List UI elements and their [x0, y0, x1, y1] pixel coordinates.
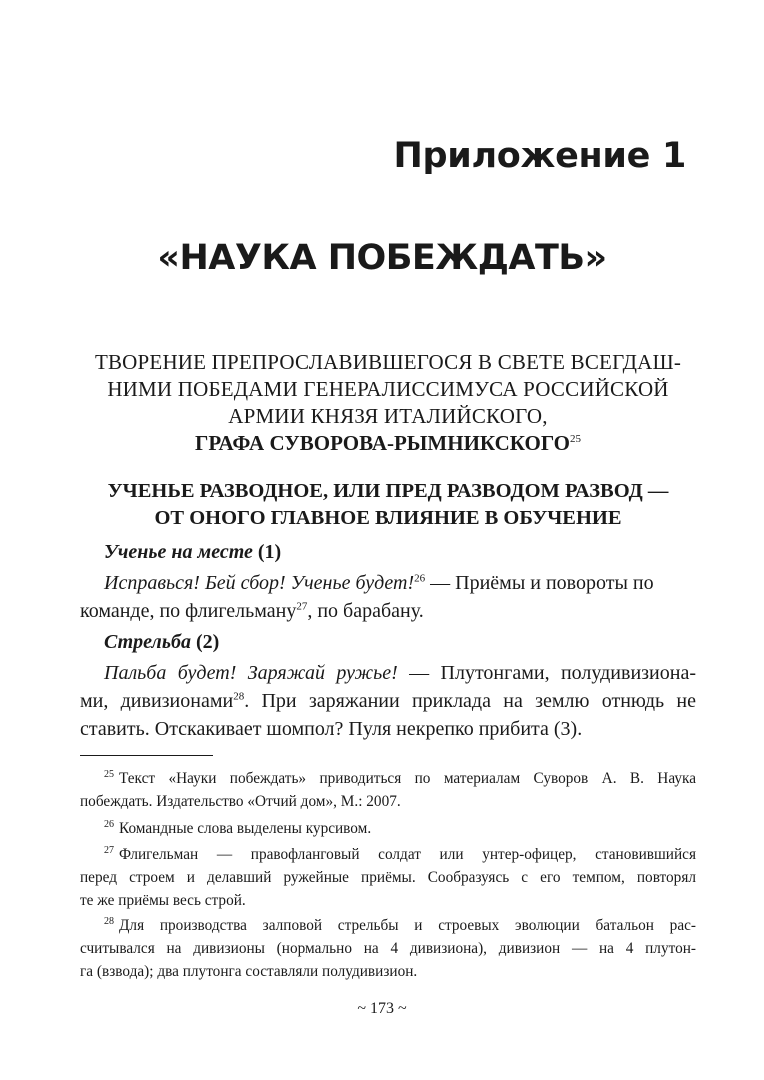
footnote-separator	[80, 755, 213, 756]
paragraph-heading-1-italic: Ученье на месте	[104, 541, 253, 563]
paragraph-body-2	[80, 659, 696, 743]
subtitle-line-4	[80, 430, 696, 457]
section-heading-line-1: УЧЕНЬЕ РАЗВОДНОЕ, ИЛИ ПРЕД РАЗВОДОМ РАЗВОД —	[107, 480, 669, 502]
paragraph-heading-1-num: (1)	[257, 541, 282, 563]
footnote-25-number: 25	[104, 768, 114, 780]
footnote-26-number: 26	[104, 818, 114, 830]
paragraph-1-line-1-rest: — Приёмы и повороты по	[425, 572, 654, 594]
footnote-27-number: 27	[104, 844, 114, 856]
footnote-25-line-1	[80, 767, 696, 790]
footnote-28-line-3: га (взвода); два плутонга составляли полудивизион.	[80, 963, 418, 980]
paragraph-heading-2-num: (2)	[195, 631, 220, 653]
footnote-27-line-3: те же приёмы весь строй.	[80, 892, 246, 909]
footnote-25-line-1-text: Текст «Науки побеждать» приводиться по материалам Суворов А. В. Наука	[119, 770, 696, 787]
footnote-28-line-1-text: Для производства залповой стрельбы и строевых эволюции батальон рас-	[119, 917, 696, 934]
paragraph-1-line-2	[80, 597, 696, 625]
footnote-28-number: 28	[104, 915, 114, 927]
paragraph-heading-2	[104, 631, 219, 654]
subtitle	[80, 349, 696, 457]
footnote-27-line-1	[80, 843, 696, 866]
appendix-title: Приложение 1	[393, 136, 686, 176]
command-words-1: Исправься! Бей сбор! Ученье будет!	[104, 572, 415, 594]
main-title: «НАУКА ПОБЕЖДАТЬ»	[157, 238, 607, 278]
footnote-25-line-2: побеждать. Издательство «Отчий дом», М.: 2007.	[80, 793, 401, 810]
footnote-27	[80, 843, 696, 912]
paragraph-heading-1	[104, 541, 281, 564]
paragraph-2-line-1	[80, 659, 696, 687]
page-number: ~ 173 ~	[357, 1000, 407, 1017]
paragraph-1-line-2-b: , по барабану.	[307, 600, 424, 622]
footnote-28-line-2: считывался на дивизионы (нормально на 4 дивизиона), дивизион — на 4 плутон-	[80, 940, 696, 957]
paragraph-2-line-2-b: . При заряжании приклада на землю отнюдь не	[244, 690, 696, 712]
footnote-28-line-1	[80, 914, 696, 937]
footnote-ref-27: 27	[296, 600, 308, 613]
footnote-26	[80, 817, 696, 840]
footnote-27-line-2: перед строем и делавший ружейные приёмы. Сообразуясь с его темпом, повторял	[80, 869, 696, 886]
paragraph-2-line-2	[80, 687, 696, 715]
paragraph-1-line-2-a: команде, по флигельману	[80, 600, 297, 622]
footnote-26-line-1	[80, 817, 696, 840]
subtitle-line-2: НИМИ ПОБЕДАМИ ГЕНЕРАЛИССИМУСА РОССИЙСКОЙ	[107, 377, 669, 401]
footnote-25	[80, 767, 696, 813]
section-heading-line-2: ОТ ОНОГО ГЛАВНОЕ ВЛИЯНИЕ В ОБУЧЕНИЕ	[154, 507, 622, 529]
footnote-ref-26: 26	[414, 572, 426, 585]
paragraph-2-line-3: ставить. Отскакивает шомпол? Пуля некрепко прибита (3).	[80, 718, 583, 740]
paragraph-2-line-1-rest: — Плутонгами, полудивизиона-	[397, 662, 696, 684]
footnote-28	[80, 914, 696, 983]
subtitle-line-1: ТВОРЕНИЕ ПРЕПРОСЛАВИВШЕГОСЯ В СВЕТЕ ВСЕГДАШ-	[94, 350, 682, 374]
subtitle-line-3: АРМИИ КНЯЗЯ ИТАЛИЙСКОГО,	[228, 404, 548, 428]
footnote-27-line-1-text: Флигельман — правофланговый солдат или унтер-офицер, становившийся	[119, 846, 696, 863]
footnote-ref-28: 28	[233, 690, 245, 703]
paragraph-1-line-1	[80, 569, 696, 597]
subtitle-line-4-text: ГРАФА СУВОРОВА-РЫМНИКСКОГО	[194, 431, 571, 455]
paragraph-body-1	[80, 569, 696, 625]
paragraph-heading-2-italic: Стрельба	[104, 631, 191, 653]
paragraph-2-line-2-a: ми, дивизионами	[80, 690, 234, 712]
section-heading	[80, 478, 696, 532]
command-words-2: Пальба будет! Заряжай ружье!	[104, 662, 398, 684]
footnote-26-line-1-text: Командные слова выделены курсивом.	[119, 820, 372, 837]
footnote-ref-25: 25	[570, 433, 582, 445]
